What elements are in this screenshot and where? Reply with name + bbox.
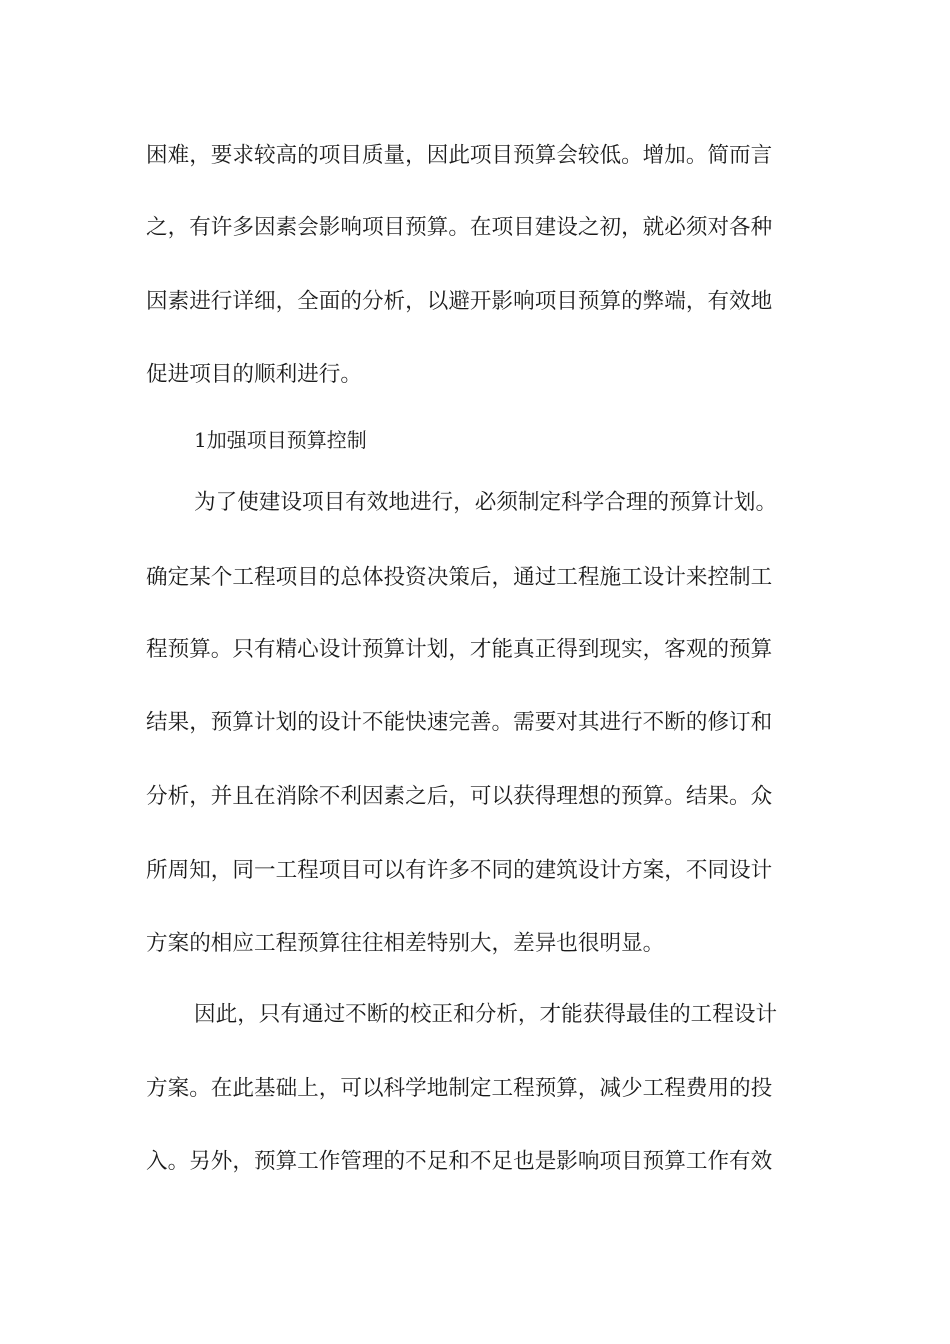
paragraph-line: 入。另外，预算工作管理的不足和不足也是影响项目预算工作有效	[146, 1149, 773, 1174]
paragraph-line: 因素进行详细，全面的分析，以避开影响项目预算的弊端，有效地	[146, 289, 773, 314]
paragraph-line: 所周知，同一工程项目可以有许多不同的建筑设计方案，不同设计	[146, 858, 773, 883]
paragraph-line: 方案。在此基础上，可以科学地制定工程预算，减少工程费用的投	[146, 1076, 773, 1101]
paragraph-line: 困难，要求较高的项目质量，因此项目预算会较低。增加。简而言	[146, 143, 773, 168]
paragraph-line: 之，有许多因素会影响项目预算。在项目建设之初，就必须对各种	[146, 215, 773, 240]
section-heading: 1加强项目预算控制	[194, 428, 367, 452]
paragraph-line: 方案的相应工程预算往往相差特别大，差异也很明显。	[146, 931, 665, 956]
paragraph-line: 结果，预算计划的设计不能快速完善。需要对其进行不断的修订和	[146, 710, 773, 735]
paragraph-line: 为了使建设项目有效地进行，必须制定科学合理的预算计划。	[194, 490, 778, 515]
paragraph-line: 程预算。只有精心设计预算计划，才能真正得到现实，客观的预算	[146, 637, 773, 662]
paragraph-line: 促进项目的顺利进行。	[146, 362, 362, 387]
paragraph-line: 确定某个工程项目的总体投资决策后，通过工程施工设计来控制工	[146, 565, 773, 590]
paragraph-line: 因此，只有通过不断的校正和分析，才能获得最佳的工程设计	[194, 1002, 778, 1027]
paragraph-line: 分析，并且在消除不利因素之后，可以获得理想的预算。结果。众	[146, 784, 773, 809]
